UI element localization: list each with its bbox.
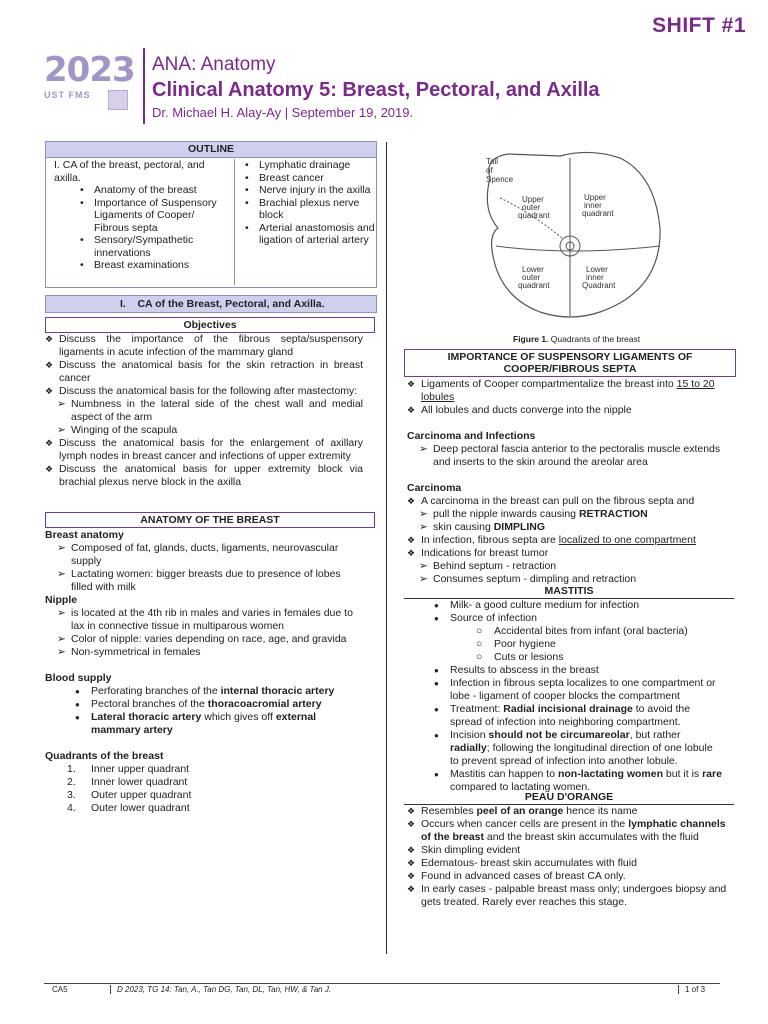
mastitis-subitem: ○ Poor hygiene	[404, 638, 722, 651]
objectives-list	[45, 333, 363, 489]
outline-col-1	[50, 159, 225, 272]
nipple-item: ➢ Non-symmetrical in females	[57, 646, 363, 659]
mastitis-subitem: ○ Accidental bites from infant (oral bacteria)	[404, 625, 722, 638]
label-lower-outer: quadrant	[518, 281, 550, 290]
label-lower-inner: inner	[586, 273, 604, 282]
mastitis-heading: MASTITIS	[404, 585, 734, 599]
mastitis-subitem: ○ Cuts or lesions	[404, 651, 722, 664]
breast-quadrants-figure	[470, 150, 670, 322]
mastitis-content	[404, 599, 722, 794]
quadrant-item: 2. Inner lower quadrant	[67, 776, 188, 788]
page-title: Clinical Anatomy 5: Breast, Pectoral, and Axilla	[152, 79, 600, 101]
logo-year: 2023	[44, 50, 135, 90]
objectives-heading: Objectives	[45, 317, 375, 333]
carcinoma-item: ❖ A carcinoma in the breast can pull on the fibrous septa and	[407, 495, 732, 508]
anatomy-item: ➢ Lactating women: bigger breasts due to presence of lobes filled with milk	[57, 568, 363, 594]
mastitis-item: ● Mastitis can happen to non-lactating women but it is rare compared to lactating women.	[404, 768, 722, 794]
carcinoma-heading: Carcinoma	[407, 482, 462, 494]
label-tail: Tail	[486, 157, 499, 166]
mastitis-item: ● Treatment: Radial incisional drainage to avoid the spread of infection into neighboring compartment.	[404, 703, 722, 729]
objective-item: ❖ Discuss the anatomical basis for the enlargement of axillary lymph nodes in breast cancer and infections of upper extremity	[45, 437, 363, 463]
mastitis-item: ● Results to abscess in the breast	[404, 664, 722, 677]
carcinoma-item: ❖ Indications for breast tumor	[407, 547, 732, 560]
peau-item: ❖ Occurs when cancer cells are present in the lymphatic channels of the breast and the breast skin accumulates with the fluid	[407, 818, 727, 844]
footer-code: CA5	[52, 985, 68, 994]
objective-item: ❖ Discuss the anatomical basis for the following after mastectomy:	[45, 385, 363, 398]
section-title: CA of the Breast, Pectoral, and Axilla.	[137, 298, 325, 310]
nipple-item: ➢ Color of nipple: varies depending on race, age, and gravida	[57, 633, 363, 646]
author-line: Dr. Michael H. Alay-Ay | September 19, 2019.	[152, 105, 414, 120]
peau-content	[407, 805, 727, 909]
label-upper-outer: quadrant	[518, 211, 550, 220]
nipple-item: ➢ is located at the 4th rib in males and varies in females due to lax in connective tissue in multiparous women	[57, 607, 363, 633]
objective-subitem: ➢ Numbness in the lateral side of the chest wall and medial aspect of the arm	[57, 398, 363, 424]
label-of: of	[486, 166, 493, 175]
peau-item: ❖ In early cases - palpable breast mass only; undergoes biopsy and gets treated. Rarely ever reaches this stage.	[407, 883, 727, 909]
label-upper-outer: Upper	[522, 195, 544, 204]
suspensory-content	[407, 378, 732, 586]
figure-caption: Figure 1. Quadrants of the breast	[513, 334, 641, 344]
logo-emblem-icon	[108, 90, 128, 110]
outline-item: • Anatomy of the breast	[50, 184, 225, 197]
peau-item: ❖ Edematous- breast skin accumulates with fluid	[407, 857, 727, 870]
footer-authors: D 2023, TG 14: Tan, A., Tan DG, Tan, DL, Tan, HW, & Tan J.	[110, 985, 331, 994]
label-lower-outer: outer	[522, 273, 541, 282]
label-spence: Spence	[486, 175, 514, 184]
outline-item: • Lymphatic drainage	[239, 159, 379, 172]
horizontal-divider	[496, 246, 660, 251]
objective-item: ❖ Discuss the anatomical basis for upper extremity block via brachial plexus nerve block in the axilla	[45, 463, 363, 489]
outline-item: • Brachial plexus nerve block	[239, 197, 379, 222]
outline-item: • Breast cancer	[239, 172, 379, 185]
mastitis-item: ● Infection in fibrous septa localizes to one compartment or lobe - ligament of cooper blocks the compartment	[404, 677, 722, 703]
label-lower-outer: Lower	[522, 265, 544, 274]
header-divider	[143, 48, 145, 124]
carcinoma-subitem: ➢ Consumes septum - dimpling and retraction	[419, 573, 732, 586]
outline-item: • Sensory/Sympathetic innervations	[50, 234, 225, 259]
breast-anatomy-heading: Breast anatomy	[45, 529, 124, 541]
outline-box	[45, 157, 377, 288]
outline-heading: OUTLINE	[45, 141, 377, 158]
outline-item: • Nerve injury in the axilla	[239, 184, 379, 197]
peau-item: ❖ Resembles peel of an orange hence its name	[407, 805, 727, 818]
mastitis-item: ● Source of infection	[404, 612, 722, 625]
peau-item: ❖ Found in advanced cases of breast CA only.	[407, 870, 727, 883]
outline-item: • Breast examinations	[50, 259, 225, 272]
carcinoma-item: ❖ In infection, fibrous septa are localized to one compartment	[407, 534, 732, 547]
anatomy-heading: ANATOMY OF THE BREAST	[45, 512, 375, 528]
section-number: I.	[120, 298, 126, 310]
blood-supply-heading: Blood supply	[45, 672, 112, 684]
breast-outline	[487, 152, 660, 317]
carcinoma-infections-item: ➢ Deep pectoral fascia anterior to the pectoralis muscle extends and inserts to the skin around the areolar area	[419, 443, 732, 469]
peau-heading: PEAU D'ORANGE	[404, 791, 734, 805]
carcinoma-subitem: ➢ pull the nipple inwards causing RETRACTION	[419, 508, 732, 521]
label-upper-inner: inner	[584, 201, 602, 210]
blood-supply-item: ● Lateral thoracic artery which gives off external mammary artery	[45, 711, 363, 737]
label-upper-outer: outer	[522, 203, 541, 212]
blood-supply-item: ● Perforating branches of the internal thoracic artery	[45, 685, 363, 698]
section-heading	[45, 295, 377, 313]
anatomy-item: ➢ Composed of fat, glands, ducts, ligaments, neurovascular supply	[57, 542, 363, 568]
carcinoma-subitem: ➢ Behind septum - retraction	[419, 560, 732, 573]
label-upper-inner: quadrant	[582, 209, 614, 218]
shift-label: SHIFT #1	[652, 14, 746, 37]
objective-item: ❖ Discuss the importance of the fibrous septa/suspensory ligaments in acute infection of the mammary gland	[45, 333, 363, 359]
mastitis-item: ● Milk- a good culture medium for infection	[404, 599, 722, 612]
course-name: ANA: Anatomy	[152, 54, 276, 75]
outline-item: • Importance of Suspensory Ligaments of Cooper/ Fibrous septa	[50, 197, 225, 235]
logo-sub: UST FMS	[44, 90, 91, 100]
carcinoma-infections-heading: Carcinoma and Infections	[407, 430, 536, 442]
ust-fms-logo	[44, 50, 135, 110]
column-divider	[386, 142, 387, 954]
quadrants-heading: Quadrants of the breast	[45, 750, 164, 762]
carcinoma-subitem: ➢ skin causing DIMPLING	[419, 521, 732, 534]
blood-supply-item: ● Pectoral branches of the thoracoacromial artery	[45, 698, 363, 711]
footer-page-number: 1 of 3	[678, 985, 705, 994]
outline-item: • Arterial anastomosis and ligation of arterial artery	[239, 222, 379, 247]
anatomy-content	[45, 529, 363, 815]
quadrant-item: 1. Inner upper quadrant	[67, 763, 190, 775]
objective-item: ❖ Discuss the anatomical basis for the skin retraction in breast cancer	[45, 359, 363, 385]
outline-col-2	[234, 159, 379, 285]
outline-main-item: I. CA of the breast, pectoral, and axilla.	[54, 159, 205, 184]
suspensory-item: ❖ All lobules and ducts converge into the nipple	[407, 404, 732, 417]
suspensory-heading: IMPORTANCE OF SUSPENSORY LIGAMENTS OF COOPER/FIBROUS SEPTA	[404, 349, 736, 377]
footer-rule	[44, 983, 720, 984]
peau-item: ❖ Skin dimpling evident	[407, 844, 727, 857]
label-lower-inner: Lower	[586, 265, 608, 274]
mastitis-item: ● Incision should not be circumareolar, but rather radially; following the longitudinal direction of one lobule to prevent spread of infection into another lobule.	[404, 729, 722, 768]
quadrant-item: 4. Outer lower quadrant	[67, 802, 190, 814]
objective-subitem: ➢ Winging of the scapula	[57, 424, 363, 437]
quadrant-item: 3. Outer upper quadrant	[67, 789, 192, 801]
nipple-heading: Nipple	[45, 594, 78, 606]
label-upper-inner: Upper	[584, 193, 606, 202]
label-lower-inner: Quadrant	[582, 281, 616, 290]
suspensory-item: ❖ Ligaments of Cooper compartmentalize the breast into 15 to 20 lobules	[407, 378, 732, 404]
